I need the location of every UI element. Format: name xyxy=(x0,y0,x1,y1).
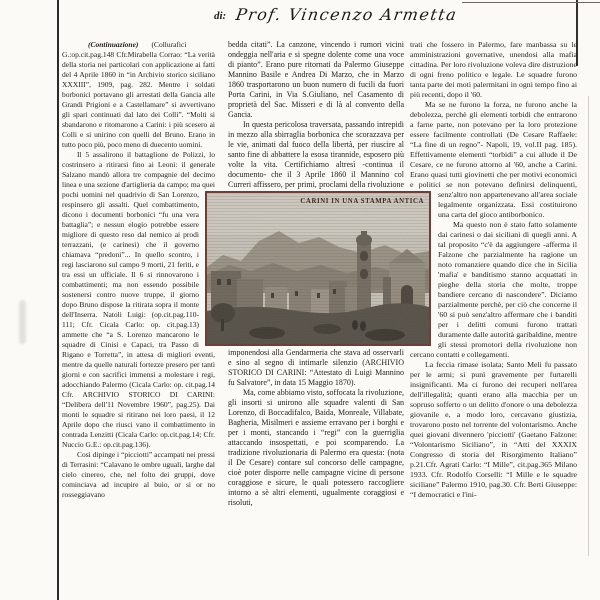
paragraph: La feccia rimase isolata; Santo Meli fu passato per le armi; si punì gravemente per furtarelli insignificanti. Ma ci furono dei recuperi nell'area dell'illegalità; quanti erano alla macchia per un sopruso sofferto o un delitto d'onore o una debolezza giovanile e, a modo loro, cercavano giustizia, trovarono posto nel torrente del volontarismo. Anche quei giovani divennero 'picciotti' (Gaetano Falzone: “Volontarismo Siciliano”, in “Atti del XXXIX Congresso di storia del Risorgimento Italiano” p.21.Cfr. Agrati Carlo: “I Mille”, cit.pag.365 Milano 1933. Cfr. Rodolfo Corselli: “I Mille e le squadre siciliane” Palermo 1910, pag.30. Cfr. Berti Giuseppe: “I democratici e l'ini- xyxy=(410,360,577,499)
paragraph: In questa pericolosa traversata, passando intrepidi in mezzo alla sbirraglia borbonica che scorazzava per le vie, animati dal fuoco della libertà, per riuscire al santo fine di abbattere la esosa tirannide, esposero più volte la vita. Certifichiamo altresì -continua il documento- che il 3 Aprile 1860 il Mannino col Curreri affissero, per primi, proclami della rivoluzione imponendosi alla Gendarmeria che stava ad osservarli e sino al segno di intimarle silenzio (ARCHIVIO STORICO DI CARINI: “Attestato di Luigi Mannino fu Salvatore”, in data 15 Maggio 1870). xyxy=(228,120,404,387)
paragraph xyxy=(62,40,215,150)
page-left-border-line xyxy=(57,0,59,600)
paragraph: Il 5 assalirono il battaglione de Polizzi, lo costrinsero a ritirarsi fino ai Leoni: il generale Salzano mandò allora tre compagnie del decimo linea e una sezione d'artiglieria da campo; ma quei pochi uomini nel quadrivio di San Lorenzo, respinsero gli assalti. Quel combattimento, dicono i documenti borbonici “fu una vera battaglia”; e nessun elogio potrebbe essere migliore di questo reso dal nemico ai prodi terrazzani, (e carinesi) che il governo chiamava “predoni”... In quello scontro, i regi lasciarono sul campo 9 morti, 21 feriti, e tra essi un ufficiale. Il 6 si rinnovarono i combattimenti; ma non essendo possibile sostenersi contro nuove truppe, il giorno dopo Bruno dispose la ritirata sopra il monte dell'Inserra. Natoli Luigi: (op.cit.pag.110-111; Cfr. Cicala Carlo: op. cit.pag.13) ammette che “a S. Lorenzo mancarono le squadre di Cinisi e Capaci, tra Passo di Rigano e Torretta”, in attesa di migliori eventi, mentre da quelle naturali fortezze presero per tanti giorni e con sacrifici immensi a molestare i regi, adocchiando Palermo (Cicala Carlo: op. cit.pag.14 Cfr. ARCHIVIO STORICO DI CARINI: “Delibera dell'11 Novembre 1960”, pag.25). Dai monti le squadre si ritirano nei loro paesi, il 12 Aprile dopo che riusci vano il combattimento in contrada Lenzitti (Cicala Carlo: op.cit.pag.14; Cfr. Nuccio G.E.: op.cit.pag.136). xyxy=(62,150,215,449)
figure-caption: CARINI IN UNA STAMPA ANTICA xyxy=(300,198,424,205)
carini-engraving-image xyxy=(207,193,429,344)
paragraph: Ma questo non è stato fatto solamente dai carinesi o dai siciliani di quegli anni. A tal proposito “c'è da aggiungere -afferma il Falzone che parzialmente ha ragione un noto romanziere quando dice che in Sicilia 'mafia' e banditismo stanno acquattati in pieghe della storia che molte, troppe bandiere cercano di nascondere”. Diciamo parzialmente perchè, per ciò che concerne il '60 si può senz'altro affermare che i banditi per i delitti comuni furono trattati duramente dalle autorità garibaldine, mentre gli stessi promotori della rivoluzione non cercano contatti e collegamenti. xyxy=(410,220,577,359)
page-top-border-line xyxy=(462,2,600,3)
page-edge-faint-line xyxy=(588,96,589,556)
byline-author: Prof. Vincenzo Armetta xyxy=(234,5,460,24)
byline-prefix: di: xyxy=(214,10,227,22)
continuation-label: (Continuazione) xyxy=(88,40,139,49)
paragraph-text: (Collurafici G.:op.cit.pag.148 Cfr.Mirabella Corrao: “La verità della storia nei particolari con applicazione ai fatti del 4 Aprile 1860 in “in Archivio storico siciliano XXXIII”, 1909, pag. 282. Mentre i soldati borbonici portavano gli arrestati della Gancia alle Grandi Prigioni e a Castellamare” si avvertivano gli spari continuati dal lato dei Colli”. “Molti si sbandarono e ritomarono a Carini: i più scesero ai Colli e si unirino con quelli del Bruno. Erano in tutto poco più, poco meno di duecento uomini. xyxy=(62,40,215,149)
paragraph: Ma se ne furono la forza, ne furono anche la debolezza, perchè gli elementi torbidi che entrarono a farne parte, non potevano per la loro protezione essere facilmente controllati (De Cesare Raffaele: “La fine di un regno”- Napoli, 19, vol.II pag. 185). Effettivamente elementi “torbidi” a cui allude il De Cesare, ce ne furono attorno al '60, anche a Carini. Erano quasi tutti giovinetti che per motivi economici e politici se non potevano definirsi delinquenti, senz'altro non appartenevano all'area sociale legalmente organizzata. Essi costituirono una carta del gioco antiborbonico. xyxy=(410,100,577,219)
byline xyxy=(214,5,458,24)
text-column-3 xyxy=(410,40,577,598)
paragraph: Ma, come abbiamo visto, soffocata la rivoluzione, gli insorti si unirono alle squadre valenti di San Lorenzo, di Boccadifalco, Baida, Monreale, Villabate, Bagheria, Misilmeri e assieme erravano per i borghi e per i monti, stancando i “regi” con la guerriglia attaccando insospettati, e poi scomparendo. La tradizione rivoluzionaria di Palermo era questa: (nota il De Cesare) contare sul concorso delle campagne, cioè poter disporre nelle campagne vicine di persone coraggiose e sicure, le quali potessero raccogliere intorno a sè altri elementi, ugualmente coraggiosi e risoluti, xyxy=(228,388,404,507)
figure-carini-antique-print xyxy=(205,191,431,346)
text-column-1 xyxy=(62,40,215,598)
paragraph: Così dipinge i “picciotti” accampati nei pressi di Terrasini: “Calavano le ombre uguali, larghe dal cielo cinereo, che, nel folto dei gruppi, dove cominciava ad incupire al buio, or si or no rosseggiavano xyxy=(62,450,215,499)
paragraph: trati che fossero in Palermo, fare manbassa su le amministrazioni governative, unendosi alla mafia cittadina. Per loro rivoluzione voleva dire distruzione di ogni freno politico e legale. Le squadre furono tanta parte dei moti palermitani in ogni tempo fino ai più recenti, dopo il '60. xyxy=(410,40,577,99)
scan-artifact xyxy=(19,300,26,344)
paragraph: bedda citati”. La canzone, vincendo i rumori vicini ondeggia nell'aria e si spegne dolente come una voce di pianto”. Erano pure ritornati da Palermo Giuseppe Mannino Basile e Andrea Di Marzo, che in Marzo 1860 trasportarono un buon numero di fucili da fuori Porta Carini, in Via S.Giuliano, nel Casamento di proprietà del Sac. Misseri e di là al convento della Gancia. xyxy=(228,40,404,119)
